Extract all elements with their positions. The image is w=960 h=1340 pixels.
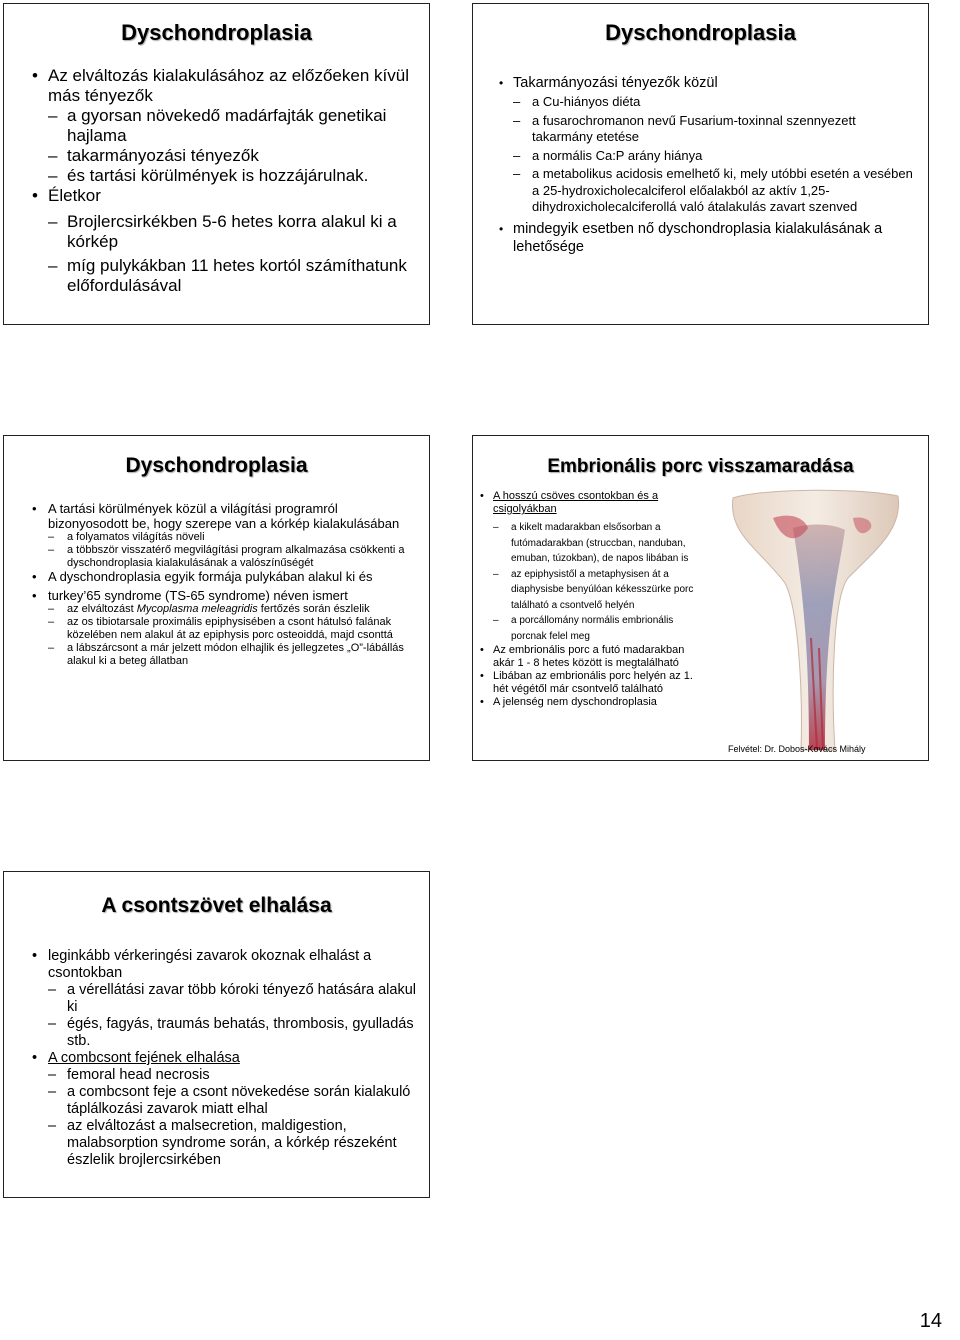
bullet-item: • mindegyik esetben nő dyschondroplasia kialakulásának a lehetősége (513, 220, 914, 256)
sub-bullet-item: – femoral head necrosis (48, 1067, 419, 1084)
bullet-item: • A dyschondroplasia egyik formája pulykában alakul ki és (48, 570, 415, 585)
bullet-item: • Az embrionális porc a futó madarakban akár 1 - 8 hetes között is megtalálható (493, 644, 703, 670)
sub-bullet-item: – a kikelt madarakban elsősorban a futómadarakban (struccban, nanduban, emuban, túzokban), de napos libában is (493, 520, 703, 567)
sub-bullet-item: – takarmányozási tényezők (48, 146, 415, 166)
sub-bullet-item: – az epiphysistől a metaphysisen át a diaphysisbe benyúlóan kékesszürke porc található a csontvelő helyén (493, 567, 703, 614)
sub-bullet-item: – míg pulykákban 11 hetes kortól számíthatunk előfordulásával (48, 256, 415, 296)
bullet-item: • leginkább vérkeringési zavarok okoznak elhalást a csontokban (48, 948, 419, 982)
sub-bullet-item: – a gyorsan növekedő madárfajták genetikai hajlama (48, 106, 415, 146)
sub-bullet-item: – az elváltozást Mycoplasma meleagridis fertőzés során észlelik (48, 603, 415, 616)
page-number: 14 (919, 1310, 942, 1332)
bone-specimen-photo (713, 488, 923, 756)
bullet-item: • A jelenség nem dyschondroplasia (493, 696, 703, 709)
sub-bullet-item: – a metabolikus acidosis emelhető ki, mely utóbbi esetén a vesében a 25-hydroxicholecalciferol előalakból az aktív 1,25-dihydroxicholecalciferollá való átalakulás zavart szenved (513, 166, 914, 216)
bullet-item: • Libában az embrionális porc helyén az 1. hét végétől már csontvelő található (493, 670, 703, 696)
bullet-item: • A hosszú csöves csontokban és a csigolyákban (493, 490, 703, 516)
sub-bullet-item: – égés, fagyás, traumás behatás, thrombosis, gyulladás stb. (48, 1016, 419, 1050)
sub-bullet-item: – a folyamatos világítás növeli (48, 531, 415, 544)
sub-bullet-item: – az elváltozást a malsecretion, maldigestion, malabsorption syndrome során, a kórkép részeként észlelik brojlercsirkében (48, 1118, 419, 1169)
sub-bullet-item: – és tartási körülmények is hozzájárulnak. (48, 166, 415, 186)
sub-bullet-item: – a vérellátási zavar több kóroki tényező hatására alakul ki (48, 982, 419, 1016)
slide-3 (3, 435, 430, 761)
sub-bullet-item: – a porcállomány normális embrionális porcnak felel meg (493, 613, 703, 644)
sub-bullet-item: – a többször visszatérő megvilágítási program alkalmazása csökkenti a dyschondroplasia kialakulásának a valószínűségét (48, 544, 415, 570)
slide-title: A csontszövet elhalása (101, 894, 332, 917)
bullet-item: • A combcsont fejének elhalása (48, 1050, 419, 1067)
slide-content (48, 66, 415, 296)
sub-bullet-item: – a normális Ca:P arány hiánya (513, 148, 914, 165)
slide-content (513, 74, 914, 256)
sub-bullet-item: – a combcsont feje a csont növekedése során kialakuló táplálkozási zavarok miatt elhal (48, 1084, 419, 1118)
bullet-item: • Életkor (48, 186, 415, 206)
photo-credit: Felvétel: Dr. Dobos-Kovács Mihály (728, 744, 866, 754)
sub-bullet-item: – Brojlercsirkékben 5-6 hetes korra alakul ki a kórkép (48, 212, 415, 252)
slide-5 (3, 871, 430, 1198)
bullet-item: • Takarmányozási tényezők közül (513, 74, 914, 92)
slide-content (493, 490, 703, 709)
sub-bullet-item: – az os tibiotarsale proximális epiphysisében a csont hátulsó falának közelében nem alakul át az epiphysis porc osteoiddá, majd csonttá (48, 616, 415, 642)
slide-content (48, 502, 415, 668)
slide-1 (3, 3, 430, 325)
bullet-item: • turkey’65 syndrome (TS-65 syndrome) néven ismert (48, 589, 415, 604)
slide-content (48, 948, 419, 1169)
slide-title: Dyschondroplasia (125, 454, 308, 477)
bullet-item: • Az elváltozás kialakulásához az előzőeken kívül más tényezők (48, 66, 415, 106)
slide-title: Dyschondroplasia (121, 20, 312, 45)
slide-4 (472, 435, 929, 761)
sub-bullet-item: – a Cu-hiányos diéta (513, 94, 914, 111)
sub-bullet-item: – a fusarochromanon nevű Fusarium-toxinnal szennyezett takarmány etetése (513, 113, 914, 146)
bullet-item: • A tartási körülmények közül a világítási programról bizonyosodott be, hogy szerepe van a kórkép kialakulásában (48, 502, 415, 531)
slide-title: Embrionális porc visszamaradása (547, 456, 854, 477)
slide-2 (472, 3, 929, 325)
sub-bullet-item: – a lábszárcsont a már jelzett módon elhajlik és jellegzetes „O”-lábállás alakul ki a beteg állatban (48, 642, 415, 668)
slide-title: Dyschondroplasia (605, 20, 796, 45)
